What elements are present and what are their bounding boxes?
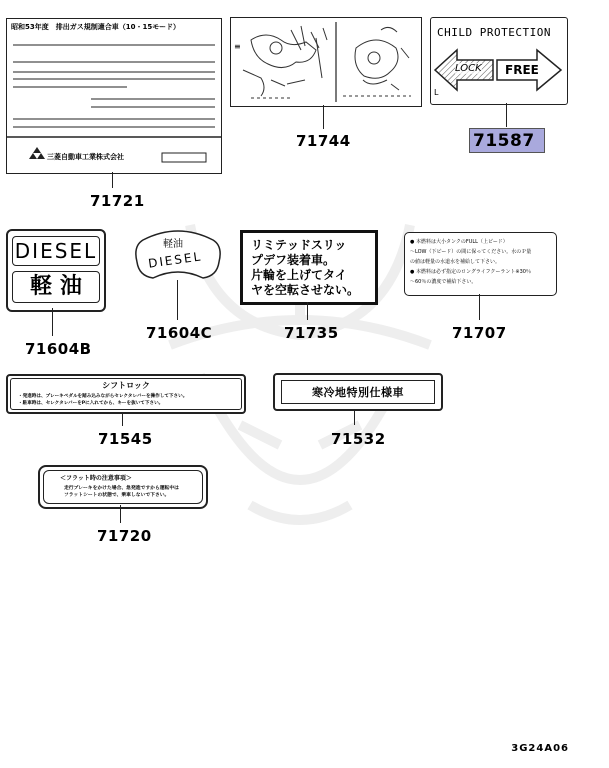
part-number-71604c: 71604C xyxy=(146,324,213,342)
shift-lock-title: シフトロック xyxy=(102,381,150,390)
leader-71720 xyxy=(120,505,121,523)
maker-name: 三菱自動車工業株式会社 xyxy=(47,153,124,161)
list-mark: ≡ xyxy=(234,42,241,51)
part-number-71744: 71744 xyxy=(296,132,351,150)
emission-label-header: 昭和53年度 排出ガス規制適合車（10・15モード） xyxy=(11,23,180,31)
keiyu-text-71604c: 軽油 xyxy=(163,239,183,250)
lock-free-arrows xyxy=(431,18,567,104)
shift-lock-line-2: ・駐車時は、セレクタレバーをPに入れてから、キーを抜いて下さい。 xyxy=(18,401,164,406)
leader-71735 xyxy=(307,302,308,320)
flat-seat-title: ＜フラット時の注意事項＞ xyxy=(60,475,132,482)
child-protection-label-71587 xyxy=(430,17,568,105)
coolant-line-5: ～60％の濃度で補給下さい。 xyxy=(410,279,477,285)
lsd-line-2: プデフ装着車。 xyxy=(251,253,336,267)
shift-lock-label-71545 xyxy=(6,374,246,414)
leader-71707 xyxy=(479,294,480,320)
three-diamonds-logo-icon xyxy=(33,147,41,153)
part-number-71707: 71707 xyxy=(452,324,507,342)
leader-71604b xyxy=(52,308,53,336)
part-number-71721: 71721 xyxy=(90,192,145,210)
shift-lock-line-1: ・発進時は、ブレーキペダルを踏み込みながらセレクタレバーを操作して下さい。 xyxy=(18,394,188,399)
part-number-71735: 71735 xyxy=(284,324,339,342)
corner-letter: L xyxy=(434,88,439,97)
emission-label-71721 xyxy=(6,18,222,174)
part-number-71720: 71720 xyxy=(97,527,152,545)
engine-bay-illustration xyxy=(231,18,421,106)
free-text: FREE xyxy=(505,63,539,77)
lsd-warning-label-71735 xyxy=(240,230,378,305)
flat-seat-line-1: 走行ブレーキをかけた場合、急発進ですから運転中は xyxy=(64,486,179,491)
flat-seat-label-71720 xyxy=(38,465,208,509)
diagram-label-71744 xyxy=(230,17,422,107)
leader-71744 xyxy=(323,105,324,129)
coolant-label-71707 xyxy=(404,232,557,296)
coolant-line-1: ● 本燃料は大小タンクのFULL（上ビード） xyxy=(410,239,508,245)
part-number-71604b: 71604B xyxy=(25,340,92,358)
cold-climate-label-71532 xyxy=(273,373,443,411)
emission-label-lines xyxy=(7,19,221,173)
diesel-text-71604c: DIESEL xyxy=(147,249,203,271)
keiyu-text-71604b: 軽 油 xyxy=(12,271,100,303)
diagram-code: 3G24A06 xyxy=(511,743,569,754)
child-protection-title: CHILD PROTECTION xyxy=(437,26,551,39)
leader-71532 xyxy=(354,409,355,425)
leader-71545 xyxy=(122,412,123,426)
part-number-71545: 71545 xyxy=(98,430,153,448)
coolant-line-2: ～LOW（下ビード）の間に保ってください。水のＰ量 xyxy=(410,249,532,255)
part-number-71587: 71587 xyxy=(473,131,535,151)
leader-71721 xyxy=(112,172,113,188)
cold-climate-text: 寒冷地特別仕様車 xyxy=(312,386,404,399)
part-number-71532: 71532 xyxy=(331,430,386,448)
flat-seat-line-2: フラットシートの状態で、乗車しないで下さい。 xyxy=(64,493,170,498)
lsd-line-3: 片輪を上げてタイ xyxy=(251,268,347,282)
diesel-text-71604b: DIESEL xyxy=(12,236,100,266)
diesel-label-71604b xyxy=(6,229,106,312)
leader-71604c xyxy=(177,280,178,320)
lsd-line-4: ヤを空転させない。 xyxy=(251,283,360,297)
lock-text: LOCK xyxy=(455,63,482,74)
coolant-line-3: の値は軽量の水道水を補給して下さい。 xyxy=(410,259,501,265)
coolant-line-4: ● 本燃料は必ず指定のロングライフクーラント※30％ xyxy=(410,269,531,275)
lsd-line-1: リミテッドスリッ xyxy=(251,238,347,252)
leader-71587 xyxy=(506,103,507,127)
